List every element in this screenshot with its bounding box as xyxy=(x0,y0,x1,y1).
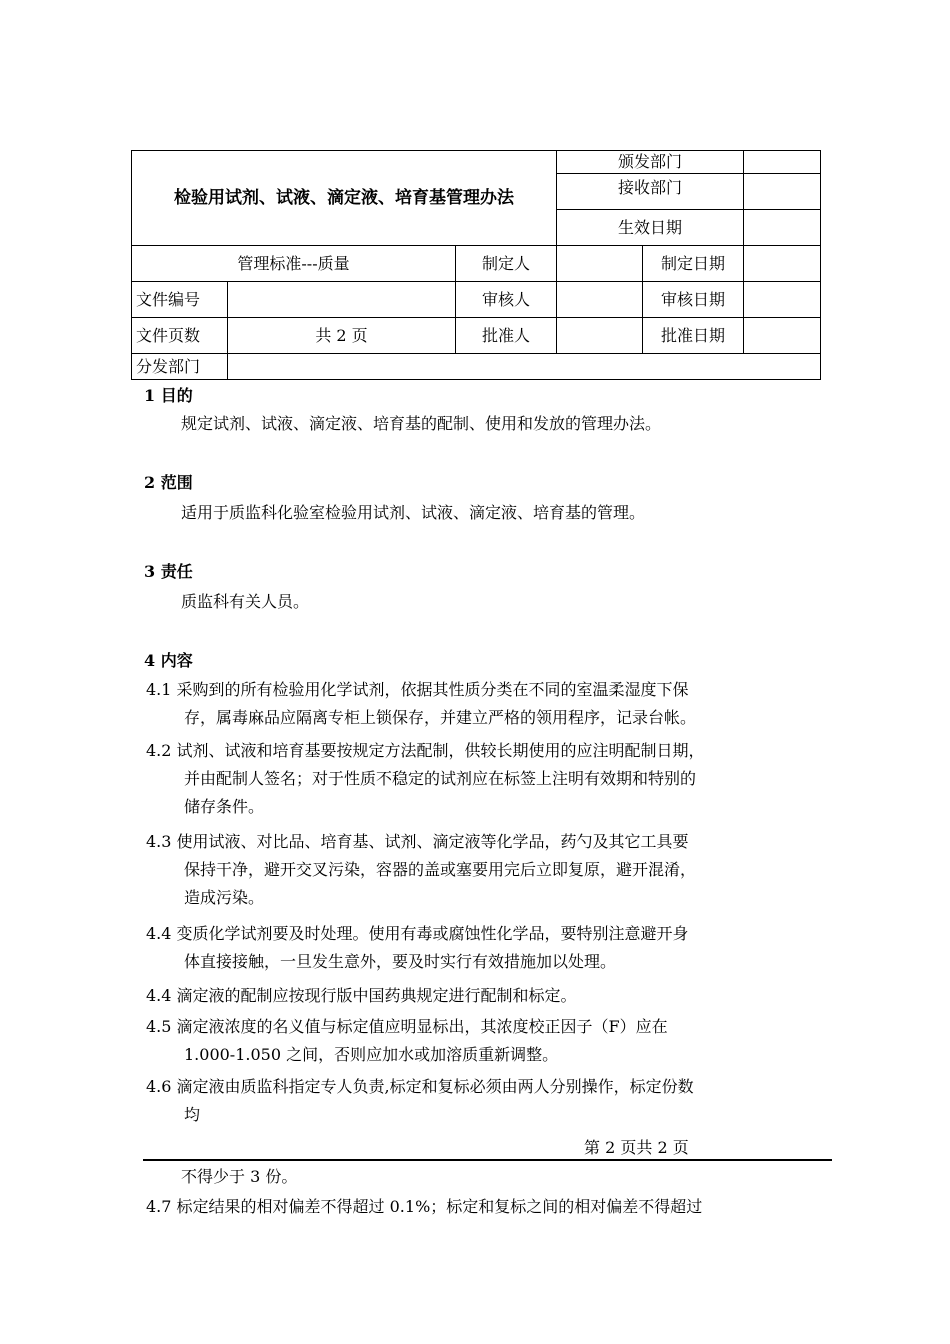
category-label: 管理标准---质量 xyxy=(132,246,456,282)
drafter-label: 制定人 xyxy=(456,246,557,282)
item-line: 均 xyxy=(184,1105,201,1124)
item-line: 4.2 试剂、试液和培育基要按规定方法配制，供较长期使用的应注明配制日期， xyxy=(146,741,705,760)
item-line: 4.4 滴定液的配制应按现行版中国药典规定进行配制和标定。 xyxy=(146,986,577,1005)
item-line: 4.5 滴定液浓度的名义值与标定值应明显标出，其浓度校正因子（F）应在 xyxy=(146,1017,668,1036)
receive-dept-value xyxy=(744,174,821,210)
document-header-table xyxy=(131,150,821,380)
distribution-label: 分发部门 xyxy=(132,354,228,380)
item-line: 储存条件。 xyxy=(184,797,265,816)
reviewer-value xyxy=(557,282,643,318)
doc-no-label: 文件编号 xyxy=(132,282,228,318)
approve-date-value xyxy=(744,318,821,354)
item-line: 4.4 变质化学试剂要及时处理。使用有毒或腐蚀性化学品，要特别注意避开身 xyxy=(146,924,689,943)
reviewer-label: 审核人 xyxy=(456,282,557,318)
section-3-text: 质监科有关人员。 xyxy=(181,592,310,611)
section-2-heading: 2 范围 xyxy=(144,473,193,492)
item-line: 4.6 滴定液由质监科指定专人负责,标定和复标必须由两人分别操作，标定份数 xyxy=(146,1077,694,1096)
doc-no-value xyxy=(228,282,456,318)
drafter-value xyxy=(557,246,643,282)
section-1-heading: 1 目的 xyxy=(144,386,193,405)
section-3-heading: 3 责任 xyxy=(144,562,193,581)
approve-date-label: 批准日期 xyxy=(643,318,744,354)
item-line: 造成污染。 xyxy=(184,888,265,907)
item-line: 4.7 标定结果的相对偏差不得超过 0.1%；标定和复标之间的相对偏差不得超过 xyxy=(146,1197,703,1216)
section-1-text: 规定试剂、试液、滴定液、培育基的配制、使用和发放的管理办法。 xyxy=(181,414,662,433)
content-item-4-3 xyxy=(146,828,822,912)
item-line: 存，属毒麻品应隔离专柜上锁保存，并建立严格的领用程序，记录台帐。 xyxy=(184,708,697,727)
item-line: 并由配制人签名；对于性质不稳定的试剂应在标签上注明有效期和特别的 xyxy=(184,769,697,788)
item-line: 4.3 使用试液、对比品、培育基、试剂、滴定液等化学品，药勺及其它工具要 xyxy=(146,832,689,851)
item-line: 1.000-1.050 之间，否则应加水或加溶质重新调整。 xyxy=(184,1045,559,1064)
item-line: 4.1 采购到的所有检验用化学试剂，依据其性质分类在不同的室温柔湿度下保 xyxy=(146,680,689,699)
footer-rule xyxy=(143,1159,832,1161)
document-title: 检验用试剂、试液、滴定液、培育基管理办法 xyxy=(132,151,557,246)
approver-value xyxy=(557,318,643,354)
section-2-text: 适用于质监科化验室检验用试剂、试液、滴定液、培育基的管理。 xyxy=(181,503,646,522)
content-item-4-7 xyxy=(146,1193,822,1221)
pages-label: 文件页数 xyxy=(132,318,228,354)
effective-date-value xyxy=(744,210,821,246)
draft-date-value xyxy=(744,246,821,282)
issue-dept-value xyxy=(744,151,821,174)
draft-date-label: 制定日期 xyxy=(643,246,744,282)
content-item-4-6 xyxy=(146,1073,822,1129)
content-item-4-1 xyxy=(146,676,822,732)
receive-dept-label: 接收部门 xyxy=(557,174,744,210)
content-item-4-4a xyxy=(146,920,822,976)
item-line: 保持干净，避开交叉污染，容器的盖或塞要用完后立即复原，避开混淆， xyxy=(184,860,697,879)
content-item-4-2 xyxy=(146,737,822,821)
section-4-heading: 4 内容 xyxy=(144,651,193,670)
pages-value: 共 2 页 xyxy=(228,318,456,354)
page-number: 第 2 页共 2 页 xyxy=(584,1138,689,1157)
issue-dept-label: 颁发部门 xyxy=(557,151,744,174)
review-date-label: 审核日期 xyxy=(643,282,744,318)
item-line: 体直接接触，一旦发生意外，要及时实行有效措施加以处理。 xyxy=(184,952,617,971)
approver-label: 批准人 xyxy=(456,318,557,354)
review-date-value xyxy=(744,282,821,318)
effective-date-label: 生效日期 xyxy=(557,210,744,246)
content-item-4-5 xyxy=(146,1013,822,1069)
continued-text-line: 不得少于 3 份。 xyxy=(181,1167,298,1186)
distribution-value xyxy=(228,354,821,380)
content-item-4-4b xyxy=(146,982,822,1010)
